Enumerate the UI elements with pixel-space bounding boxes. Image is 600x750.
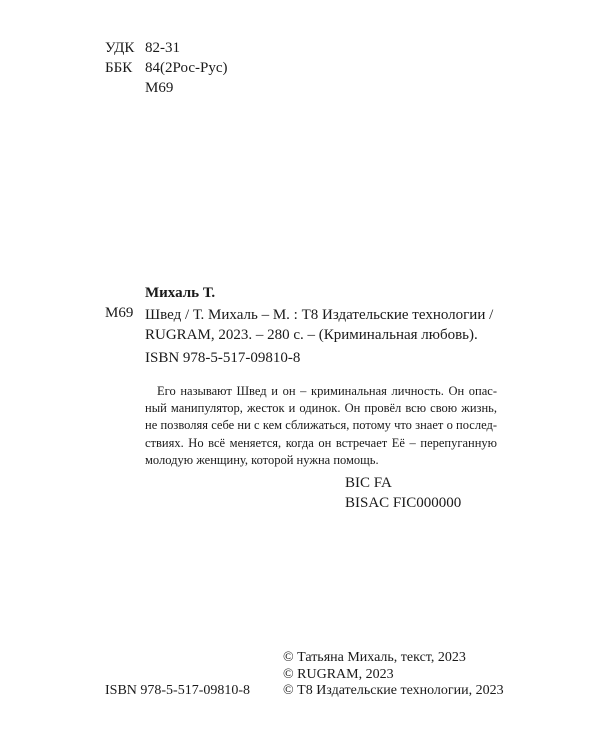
bbk-value: 84(2Рос-Рус) [145, 60, 228, 76]
annotation-line-2: ный манипулятор, жесток и одинок. Он провёл всю свою жизнь, [145, 401, 497, 416]
annotation-line-1: Его называют Швед и он – криминальная личность. Он опас- [157, 384, 497, 398]
copyright-author: © Татьяна Михаль, текст, 2023 [283, 650, 466, 665]
copyright-rugram: © RUGRAM, 2023 [283, 666, 394, 682]
annotation-line-3: не позволяя себе ни с кем сближаться, потому что знает о послед- [145, 418, 497, 433]
udk-label: УДК [105, 40, 135, 56]
cutter-code: М69 [105, 305, 134, 321]
udk-value: 82-31 [145, 40, 180, 56]
cutter-code-top: М69 [145, 80, 174, 96]
isbn-main: ISBN 978-5-517-09810-8 [145, 350, 301, 366]
annotation-line-4: ствиях. Но всё меняется, когда он встречает Её – перепуганную [145, 435, 497, 450]
bisac-code: BISAC FIC000000 [345, 495, 462, 511]
copyright-publisher: © Т8 Издательские технологии, 2023 [283, 683, 504, 698]
bibliographic-line-1: Швед / Т. Михаль – М. : Т8 Издательские технологии / [145, 307, 494, 323]
bbk-label: ББК [105, 60, 133, 76]
bic-code: BIC FA [345, 475, 392, 491]
isbn-footer: ISBN 978-5-517-09810-8 [105, 683, 251, 698]
bibliographic-description [145, 305, 493, 345]
bibliographic-line-2: RUGRAM, 2023. – 280 с. – (Криминальная любовь). [145, 327, 478, 343]
annotation-line-5: молодую женщину, которой нужна помощь. [145, 452, 379, 467]
copyright-block [283, 650, 504, 700]
author-heading: Михаль Т. [145, 285, 216, 301]
annotation [145, 383, 497, 469]
subject-codes [345, 473, 461, 513]
